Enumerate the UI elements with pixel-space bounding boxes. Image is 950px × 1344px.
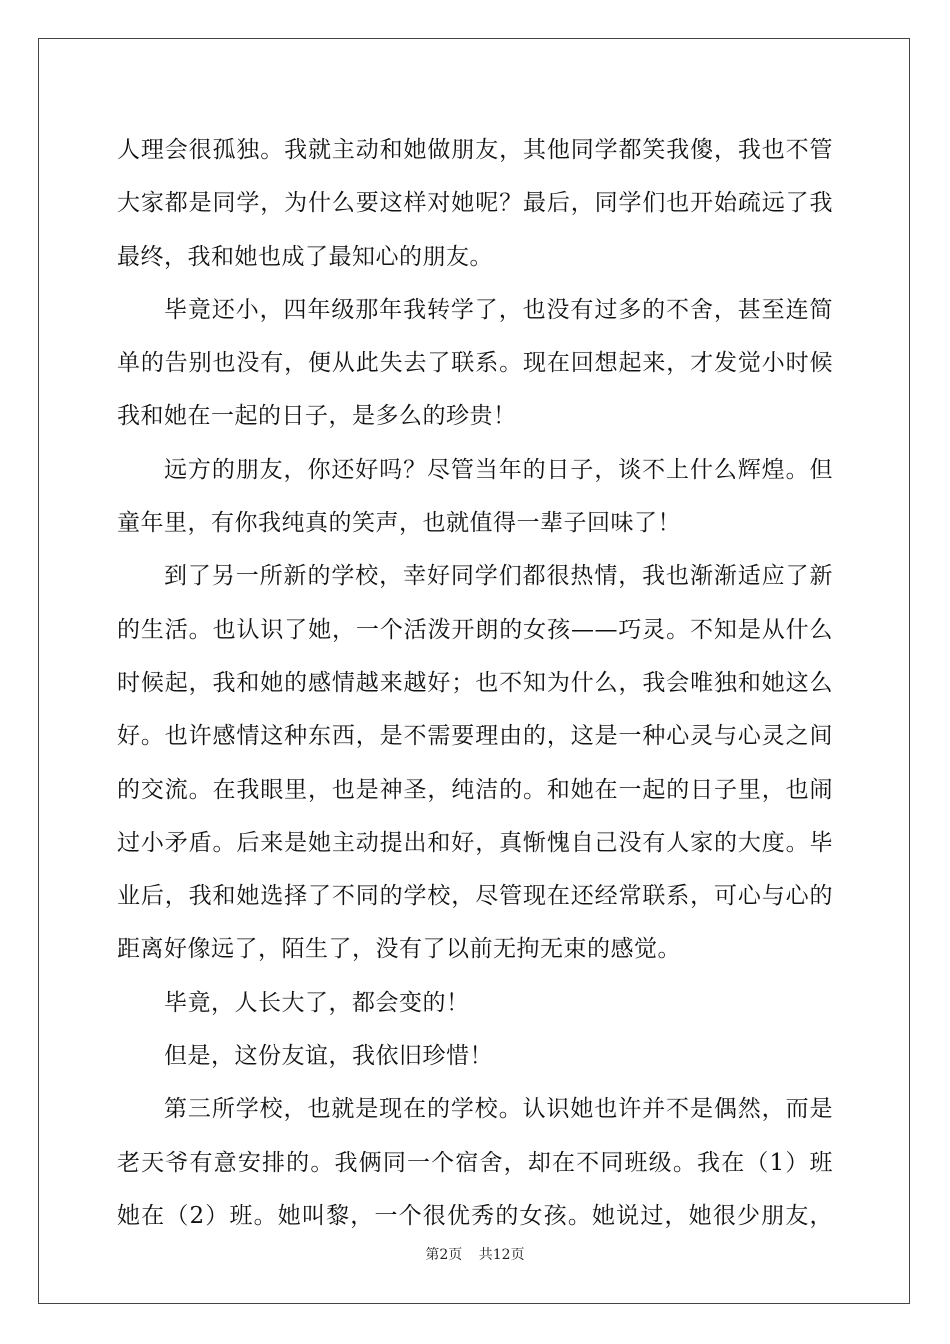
text-line: 远方的朋友，你还好吗？尽管当年的日子，谈不上什么辉煌。但: [164, 456, 833, 483]
page-total: 共12页: [478, 1247, 525, 1263]
text-line: 人理会很孤独。我就主动和她做朋友，其他同学都笑我傻，我也不管: [117, 137, 833, 163]
text-line: 毕竟，人长大了，都会变的！: [164, 989, 470, 1016]
text-line: 但是，这份友谊，我依旧珍惜！: [164, 1043, 493, 1070]
text-line: 的生活。也认识了她，一个活泼开朗的女孩——巧灵。不知是从什么: [117, 616, 833, 643]
text-line: 业后，我和她选择了不同的学校，尽管现在还经常联系，可心与心的: [117, 883, 833, 910]
text-line: 单的告别也没有，便从此失去了联系。现在回想起来，才发觉小时候: [117, 350, 833, 377]
text-line: 距离好像远了，陌生了，没有了以前无拘无束的感觉。: [117, 936, 681, 963]
page-number: 第2页: [425, 1247, 463, 1263]
text-line: 大家都是同学，为什么要这样对她呢？最后，同学们也开始疏远了我: [117, 190, 833, 217]
text-line: 到了另一所新的学校，幸好同学们都很热情，我也渐渐适应了新: [164, 563, 833, 590]
text-line: 最终，我和她也成了最知心的朋友。: [117, 243, 493, 270]
text-line: 第三所学校，也就是现在的学校。认识她也许并不是偶然，而是: [164, 1096, 833, 1123]
text-line: 过小矛盾。后来是她主动提出和好，真惭愧自己没有人家的大度。毕: [117, 829, 833, 856]
text-line: 的交流。在我眼里，也是神圣，纯洁的。和她在一起的日子里，也闹: [117, 776, 833, 803]
page-footer: [0, 1244, 950, 1264]
text-line: 我和她在一起的日子，是多么的珍贵！: [117, 403, 517, 430]
document-body: [117, 124, 833, 1243]
text-line: 她在（2）班。她叫黎，一个很优秀的女孩。她说过，她很少朋友，: [117, 1202, 833, 1229]
text-line: 毕竟还小，四年级那年我转学了，也没有过多的不舍，甚至连简: [164, 296, 833, 323]
text-line: 时候起，我和她的感情越来越好；也不知为什么，我会唯独和她这么: [117, 669, 833, 696]
text-line: 好。也许感情这种东西，是不需要理由的，这是一种心灵与心灵之间: [117, 723, 833, 750]
text-line: 童年里，有你我纯真的笑声，也就值得一辈子回味了！: [117, 510, 681, 537]
text-line: 老天爷有意安排的。我俩同一个宿舍，却在不同班级。我在（1）班: [117, 1149, 833, 1176]
